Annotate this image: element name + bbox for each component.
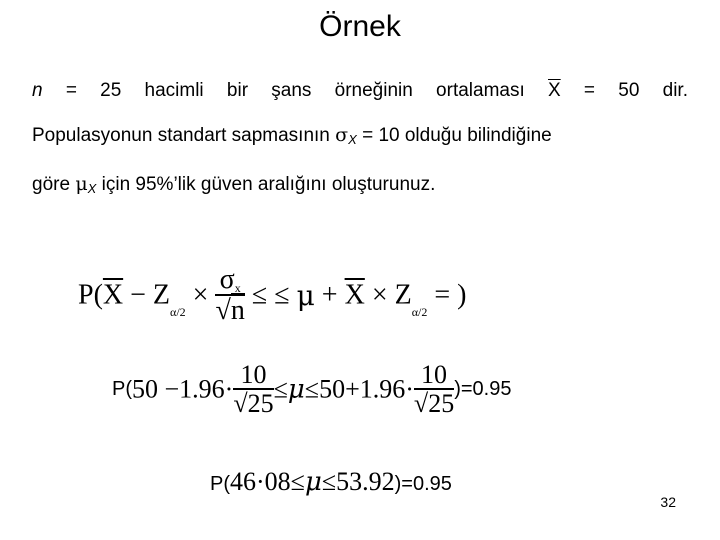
formula-general-z: − Z <box>123 279 171 311</box>
statement-line-3 <box>32 162 688 211</box>
formula-result-lower: 46·08 <box>230 467 291 496</box>
formula-general-n: n <box>230 295 245 326</box>
sample-mean-symbol: $\overline{X}$ <box>548 80 561 101</box>
mu-symbol: μ <box>75 173 88 195</box>
sigma-subscript: X <box>348 132 357 147</box>
formula-general-denominator <box>215 296 244 325</box>
page-number: 32 <box>660 494 676 510</box>
slide-title: Örnek <box>319 10 401 43</box>
formula-substituted <box>112 362 511 417</box>
formula-substituted-le2: ≤ <box>304 374 320 404</box>
formula-result-le2: ≤ <box>321 467 337 496</box>
problem-statement <box>32 68 688 211</box>
formula-general-close: ) <box>457 279 467 311</box>
formula-general-p: P( <box>78 279 103 311</box>
formula-general <box>78 266 466 325</box>
formula-substituted-den-value-2: 25 <box>428 389 455 418</box>
statement-text-1-end: = 50 dir. <box>560 80 688 101</box>
formula-general-plus: + <box>314 279 345 311</box>
formula-substituted-mu: μ <box>287 374 305 405</box>
formula-general-le1: ≤ <box>244 279 275 311</box>
formula-substituted-fraction-1 <box>233 362 273 417</box>
formula-result-p: P( <box>210 473 230 495</box>
formula-substituted-num-1: 10 <box>233 362 273 390</box>
statement-text-2-end: = 10 olduğu bilindiğine <box>356 125 552 146</box>
formula-general-z2: × Z <box>364 279 412 311</box>
formula-general-fraction <box>215 266 244 325</box>
sqrt-symbol: √ <box>413 389 429 418</box>
formula-substituted-left: 50 −1.96· <box>132 374 234 404</box>
sigma-symbol: σ <box>335 124 349 146</box>
formula-substituted-den-value-1: 25 <box>247 389 274 418</box>
statement-text-3-end: için 95%’lik güven aralığını oluşturunuz. <box>96 174 436 195</box>
mu-subscript: X <box>87 181 97 196</box>
formula-substituted-fraction-2 <box>414 362 454 417</box>
formula-substituted-p: P( <box>112 378 132 401</box>
statement-text-2: Populasyonun standart sapmasının <box>32 125 336 146</box>
formula-general-mu: μ <box>296 279 315 313</box>
sqrt-symbol: √ <box>215 295 231 326</box>
formula-substituted-le1: ≤ <box>273 374 288 404</box>
formula-general-numerator <box>215 266 244 296</box>
sqrt-symbol: √ <box>233 389 248 418</box>
formula-result-upper: 53.92 <box>336 467 395 496</box>
statement-text-1: = 25 hacimli bir şans örneğinin ortalaması <box>42 80 548 101</box>
formula-general-xbar2: $\overline{X}$ <box>344 279 365 311</box>
formula-result <box>210 466 452 497</box>
formula-substituted-num-2: 10 <box>414 362 454 390</box>
formula-result-le1: ≤ <box>290 467 305 496</box>
formula-general-le2: ≤ <box>274 279 297 311</box>
formula-general-eq: = <box>427 279 458 311</box>
statement-line-1 <box>32 68 688 113</box>
formula-general-sigma: σ <box>219 264 235 295</box>
sample-size-symbol: n <box>32 80 43 101</box>
statement-line-2 <box>32 113 688 162</box>
formula-substituted-close: )=0.95 <box>454 378 512 401</box>
formula-general-xbar: $\overline{X}$ <box>102 279 124 311</box>
statement-text-3: göre <box>32 174 76 195</box>
formula-general-alpha: α/2 <box>170 305 186 320</box>
formula-general-alpha2: α/2 <box>411 305 428 320</box>
formula-general-sigma-sub: x <box>234 281 241 295</box>
formula-substituted-den-1 <box>233 390 273 417</box>
formula-substituted-den-2 <box>414 390 454 417</box>
formula-result-mu: μ <box>304 467 322 497</box>
formula-general-times: × <box>185 279 216 311</box>
formula-result-close: )=0.95 <box>394 473 452 495</box>
formula-substituted-right: 50+1.96· <box>319 374 414 404</box>
